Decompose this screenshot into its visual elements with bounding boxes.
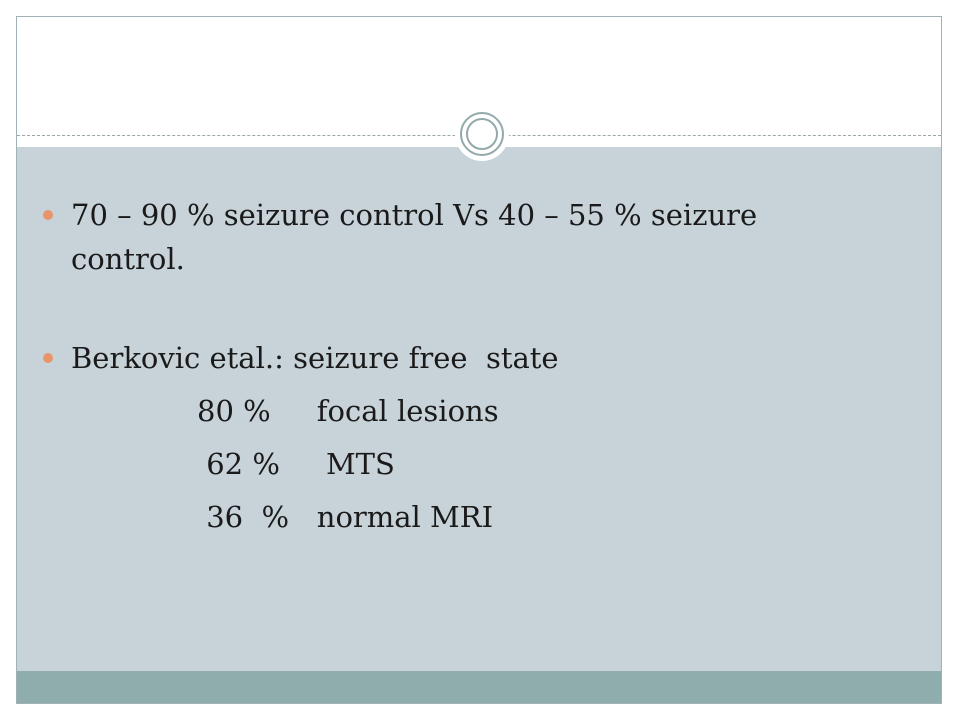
sub-line-focal-lesions: 80 % focal lesions [197, 394, 499, 428]
footer-bar [17, 671, 941, 704]
bullet-marker-icon [43, 353, 53, 363]
bullet-2-line-1: Berkovic etal.: seizure free state [71, 341, 559, 375]
bullet-marker-icon [43, 210, 53, 220]
sub-line-mts: 62 % MTS [197, 447, 395, 481]
bullet-list [17, 17, 941, 703]
slide [16, 16, 942, 704]
bullet-1-line-1: 70 – 90 % seizure control Vs 40 – 55 % seizure [71, 198, 758, 232]
sub-line-normal-mri: 36 % normal MRI [197, 500, 494, 534]
bullet-1-line-2: control. [71, 242, 185, 276]
